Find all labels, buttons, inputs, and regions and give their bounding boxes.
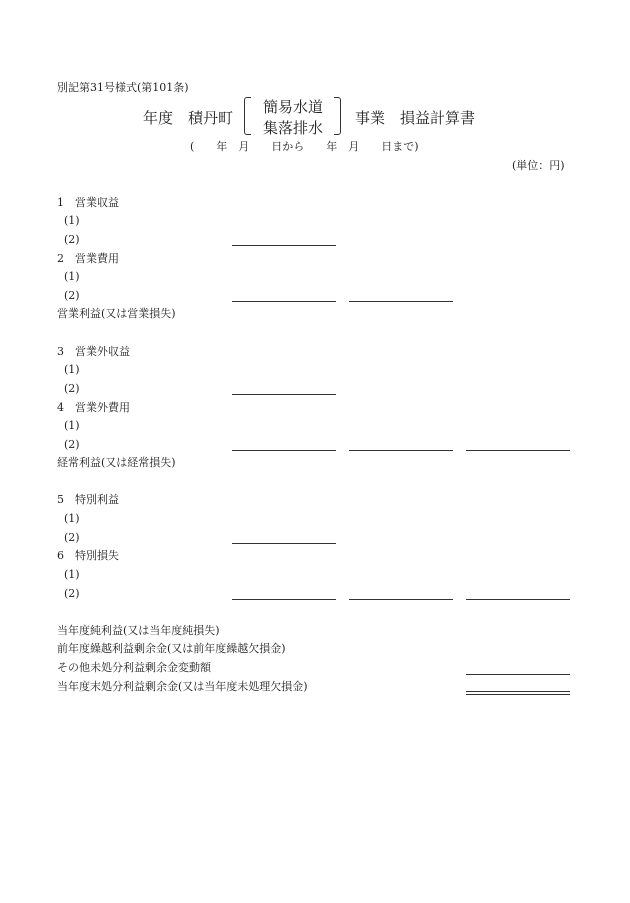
total-double-line: [466, 691, 570, 695]
line-item-1: (1): [64, 214, 80, 227]
title-suffix: 事業 損益計算書: [355, 109, 476, 127]
unappropriated-label: 当年度末処分利益剰余金(又は当年度未処理欠損金): [57, 680, 308, 693]
left-bracket: [244, 97, 251, 135]
amount-line: [232, 599, 336, 600]
carried-forward-label: 前年度繰越利益剰余金(又は前年度繰越欠損金): [57, 642, 286, 655]
amount-line: [232, 543, 336, 544]
section-non-operating-revenue: 3 営業外収益: [57, 345, 130, 358]
amount-line: [466, 450, 570, 451]
title-choice-drainage: 集落排水: [263, 119, 324, 137]
section-non-operating-expenses: 4 営業外費用: [57, 401, 130, 414]
amount-line: [232, 394, 336, 395]
amount-line: [232, 450, 336, 451]
amount-line: [349, 450, 453, 451]
net-profit-label: 当年度純利益(又は当年度純損失): [57, 624, 220, 637]
section-extraordinary-losses: 6 特別損失: [57, 549, 119, 562]
section-operating-expenses: 2 営業費用: [57, 252, 119, 265]
amount-line: [232, 245, 336, 246]
unit-label: (単位：円): [512, 159, 565, 172]
line-item-2: (2): [64, 531, 80, 544]
section-operating-revenue: 1 営業収益: [57, 196, 119, 209]
amount-line: [232, 301, 336, 302]
section-extraordinary-gains: 5 特別利益: [57, 493, 119, 506]
title-prefix: 年度 積丹町: [143, 109, 234, 127]
amount-line: [349, 599, 453, 600]
line-item-1: (1): [64, 568, 80, 581]
operating-profit-label: 営業利益(又は営業損失): [57, 307, 176, 320]
line-item-2: (2): [64, 233, 80, 246]
line-item-1: (1): [64, 270, 80, 283]
line-item-2: (2): [64, 289, 80, 302]
line-item-2: (2): [64, 382, 80, 395]
line-item-1: (1): [64, 512, 80, 525]
form-reference: 別記第31号様式(第101条): [57, 81, 189, 94]
amount-line: [466, 674, 570, 675]
amount-line: [349, 301, 453, 302]
line-item-2: (2): [64, 438, 80, 451]
right-bracket: [334, 97, 341, 135]
ordinary-profit-label: 経常利益(又は経常損失): [57, 456, 176, 469]
line-item-1: (1): [64, 363, 80, 376]
other-change-label: その他未処分利益剰余金変動額: [57, 661, 211, 674]
line-item-2: (2): [64, 587, 80, 600]
period-range: ( 年 月 日から 年 月 日まで): [190, 140, 419, 153]
amount-line: [466, 599, 570, 600]
title-choice-water: 簡易水道: [263, 98, 324, 116]
line-item-1: (1): [64, 419, 80, 432]
